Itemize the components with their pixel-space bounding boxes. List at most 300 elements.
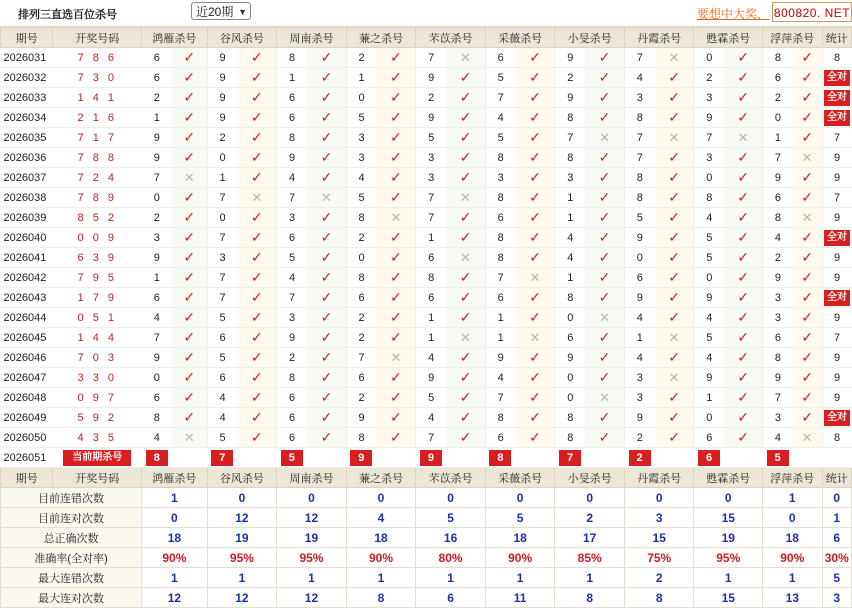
result-mark-cell	[172, 428, 207, 448]
check-icon: ✓	[459, 269, 472, 285]
check-icon: ✓	[598, 209, 611, 225]
column-header: 丹霞杀号	[624, 28, 694, 48]
kill-number-cell: 9	[207, 88, 237, 108]
stat-cell: 9	[822, 168, 852, 188]
kill-number-cell: 8	[416, 268, 446, 288]
table-row	[1, 68, 852, 88]
result-mark-cell	[307, 428, 346, 448]
check-icon: ✓	[459, 369, 472, 385]
result-mark-cell	[376, 108, 415, 128]
result-mark-cell	[724, 288, 762, 308]
result-mark-cell	[376, 428, 415, 448]
result-mark-cell	[793, 148, 822, 168]
check-icon: ✓	[183, 149, 196, 165]
cross-icon: ✕	[459, 49, 471, 65]
kill-number-cell: 9	[694, 108, 724, 128]
result-mark-cell	[307, 388, 346, 408]
result-mark-cell	[793, 168, 822, 188]
result-mark-cell	[724, 428, 762, 448]
result-mark-cell	[446, 368, 485, 388]
result-mark-cell	[307, 208, 346, 228]
summary-value: 15	[624, 528, 694, 548]
kill-number-cell: 0	[763, 108, 793, 128]
check-icon: ✓	[320, 349, 333, 365]
result-mark-cell	[585, 368, 624, 388]
check-icon: ✓	[459, 349, 472, 365]
check-icon: ✓	[801, 389, 813, 405]
table-row	[1, 148, 852, 168]
summary-value: 16	[416, 528, 486, 548]
check-icon: ✓	[529, 169, 541, 185]
current-kill-cell	[694, 448, 724, 468]
result-mark-cell	[307, 368, 346, 388]
result-mark-cell	[237, 428, 276, 448]
current-kill-cell	[142, 448, 172, 468]
current-kill-number: 7	[559, 450, 581, 466]
result-mark-cell	[376, 288, 415, 308]
current-kill-cell	[763, 448, 793, 468]
check-icon: ✓	[737, 229, 749, 245]
table-row	[1, 128, 852, 148]
check-icon: ✓	[737, 169, 749, 185]
check-icon: ✓	[529, 289, 541, 305]
result-mark-cell	[172, 408, 207, 428]
check-icon: ✓	[320, 269, 333, 285]
period-cell: 2026037	[1, 168, 53, 188]
result-mark-cell	[172, 348, 207, 368]
kill-number-cell: 0	[555, 368, 585, 388]
result-mark-cell	[516, 108, 555, 128]
promo-link[interactable]: 要想中大奖，	[697, 7, 770, 21]
current-kill-number: 9	[420, 450, 442, 466]
kill-number-cell: 0	[142, 188, 172, 208]
table-row	[1, 268, 852, 288]
check-icon: ✓	[668, 169, 680, 185]
stat-cell	[822, 288, 852, 308]
check-icon: ✓	[801, 189, 813, 205]
kill-number-cell: 3	[416, 168, 446, 188]
kill-number-cell: 7	[207, 228, 237, 248]
kill-number-cell: 4	[207, 408, 237, 428]
kill-number-cell: 9	[142, 128, 172, 148]
result-mark-cell	[655, 428, 694, 448]
kill-number-cell: 9	[207, 68, 237, 88]
kill-number-cell: 5	[694, 228, 724, 248]
result-mark-cell	[237, 268, 276, 288]
result-mark-cell	[793, 328, 822, 348]
summary-value: 3	[822, 588, 852, 608]
kill-number-cell: 4	[277, 168, 307, 188]
kill-number-cell: 5	[277, 248, 307, 268]
check-icon: ✓	[801, 229, 813, 245]
result-mark-cell	[724, 148, 762, 168]
check-icon: ✓	[250, 129, 263, 145]
kill-number-cell: 3	[142, 228, 172, 248]
cross-icon: ✕	[801, 429, 813, 445]
kill-number-cell: 8	[624, 168, 654, 188]
kill-number-cell: 8	[485, 408, 515, 428]
result-mark-cell	[446, 128, 485, 148]
check-icon: ✓	[459, 169, 472, 185]
current-kill-number: 6	[698, 450, 720, 466]
result-mark-cell	[172, 308, 207, 328]
current-kill-number: 2	[629, 450, 651, 466]
kill-number-cell: 6	[763, 68, 793, 88]
kill-number-cell: 2	[346, 308, 376, 328]
table-row	[1, 48, 852, 68]
kill-number-cell: 7	[694, 128, 724, 148]
kill-number-cell: 2	[142, 88, 172, 108]
result-mark-cell	[172, 48, 207, 68]
result-mark-cell	[446, 48, 485, 68]
check-icon: ✓	[183, 389, 196, 405]
result-mark-cell	[172, 248, 207, 268]
check-icon: ✓	[390, 309, 402, 325]
result-mark-cell	[585, 268, 624, 288]
column-header: 谷风杀号	[207, 468, 277, 488]
result-mark-cell	[793, 188, 822, 208]
current-kill-number: 7	[211, 450, 233, 466]
result-mark-cell	[446, 68, 485, 88]
kill-number-cell: 7	[485, 388, 515, 408]
check-icon: ✓	[668, 69, 680, 85]
result-mark-cell	[307, 188, 346, 208]
kill-number-cell: 8	[555, 408, 585, 428]
summary-value: 8	[346, 588, 416, 608]
check-icon: ✓	[459, 409, 472, 425]
result-mark-cell	[793, 228, 822, 248]
check-icon: ✓	[668, 189, 680, 205]
kill-number-cell: 6	[485, 48, 515, 68]
kill-number-cell: 9	[485, 348, 515, 368]
draw-number-cell: 7 2 4	[53, 168, 142, 188]
draw-number-cell: 7 8 6	[53, 48, 142, 68]
check-icon: ✓	[529, 349, 541, 365]
kill-number-cell: 3	[346, 148, 376, 168]
result-mark-cell	[585, 428, 624, 448]
check-icon: ✓	[598, 169, 611, 185]
check-icon: ✓	[598, 329, 611, 345]
check-icon: ✓	[668, 149, 680, 165]
check-icon: ✓	[459, 69, 472, 85]
result-mark-cell	[376, 48, 415, 68]
kill-number-cell: 6	[277, 108, 307, 128]
kill-number-cell: 2	[624, 428, 654, 448]
kill-number-cell: 6	[763, 328, 793, 348]
result-mark-cell	[307, 268, 346, 288]
kill-number-cell: 1	[555, 208, 585, 228]
draw-number-cell: 7 3 0	[53, 68, 142, 88]
result-mark-cell	[376, 208, 415, 228]
draw-number-cell: 8 5 2	[53, 208, 142, 228]
result-mark-cell	[793, 348, 822, 368]
kill-number-cell: 8	[763, 208, 793, 228]
kill-number-cell: 6	[277, 88, 307, 108]
period-cell: 2026036	[1, 148, 53, 168]
result-mark-cell	[172, 88, 207, 108]
result-mark-cell	[793, 388, 822, 408]
result-mark-cell	[307, 68, 346, 88]
result-mark-cell	[585, 188, 624, 208]
check-icon: ✓	[250, 169, 263, 185]
kill-number-cell: 5	[346, 108, 376, 128]
check-icon: ✓	[183, 329, 196, 345]
result-mark-cell	[724, 168, 762, 188]
result-mark-cell	[172, 68, 207, 88]
kill-number-cell: 9	[694, 368, 724, 388]
result-mark-cell	[376, 268, 415, 288]
draw-number-cell: 3 3 0	[53, 368, 142, 388]
check-icon: ✓	[529, 109, 541, 125]
draw-number-cell: 4 3 5	[53, 428, 142, 448]
result-mark-cell	[516, 348, 555, 368]
result-mark-cell	[237, 328, 276, 348]
result-mark-cell	[376, 188, 415, 208]
summary-value: 0	[207, 488, 277, 508]
check-icon: ✓	[459, 149, 472, 165]
kill-number-cell: 7	[624, 148, 654, 168]
check-icon: ✓	[801, 249, 813, 265]
summary-value: 8	[555, 588, 625, 608]
summary-value: 1	[763, 568, 822, 588]
result-mark-cell	[172, 188, 207, 208]
kill-number-cell: 9	[763, 268, 793, 288]
stat-cell: 9	[822, 208, 852, 228]
check-icon: ✓	[390, 149, 402, 165]
check-icon: ✓	[529, 69, 541, 85]
brand-badge[interactable]: 800820. NET	[772, 2, 852, 22]
result-mark-cell	[307, 88, 346, 108]
result-mark-cell	[724, 208, 762, 228]
check-icon: ✓	[529, 149, 541, 165]
summary-value: 90%	[485, 548, 555, 568]
blank-cell	[793, 448, 822, 468]
kill-number-cell: 2	[346, 228, 376, 248]
check-icon: ✓	[250, 69, 263, 85]
range-select[interactable]	[191, 2, 251, 20]
kill-number-cell: 5	[207, 428, 237, 448]
check-icon: ✓	[183, 189, 196, 205]
column-header: 期号	[1, 28, 53, 48]
kill-number-cell: 6	[416, 248, 446, 268]
summary-value: 1	[207, 568, 277, 588]
kill-number-cell: 7	[555, 128, 585, 148]
result-mark-cell	[516, 428, 555, 448]
check-icon: ✓	[183, 49, 196, 65]
kill-number-cell: 3	[555, 168, 585, 188]
blank-cell	[446, 448, 485, 468]
result-mark-cell	[585, 148, 624, 168]
kill-number-cell: 1	[277, 68, 307, 88]
check-icon: ✓	[598, 249, 611, 265]
kill-number-cell: 5	[485, 68, 515, 88]
cross-icon: ✕	[599, 129, 610, 145]
kill-number-cell: 6	[485, 208, 515, 228]
current-period-row	[1, 448, 852, 468]
check-icon: ✓	[668, 89, 680, 105]
result-mark-cell	[376, 128, 415, 148]
kill-number-cell: 8	[485, 248, 515, 268]
kill-number-cell: 8	[694, 188, 724, 208]
kill-number-cell: 9	[416, 108, 446, 128]
period-cell: 2026035	[1, 128, 53, 148]
summary-row	[1, 548, 852, 568]
summary-value: 1	[277, 568, 347, 588]
summary-label: 目前连错次数	[1, 488, 142, 508]
cross-icon: ✕	[529, 329, 541, 345]
summary-value: 8	[624, 588, 694, 608]
kill-number-cell: 7	[763, 148, 793, 168]
kill-number-cell: 7	[624, 128, 654, 148]
kill-number-cell: 4	[624, 308, 654, 328]
kill-number-cell: 9	[624, 408, 654, 428]
check-icon: ✓	[668, 309, 680, 325]
stat-cell: 9	[822, 348, 852, 368]
result-mark-cell	[793, 248, 822, 268]
kill-number-cell: 9	[277, 328, 307, 348]
kill-number-cell: 5	[694, 328, 724, 348]
result-mark-cell	[446, 208, 485, 228]
check-icon: ✓	[250, 409, 263, 425]
result-mark-cell	[376, 388, 415, 408]
kill-number-cell: 7	[763, 388, 793, 408]
check-icon: ✓	[737, 209, 749, 225]
table-row	[1, 88, 852, 108]
summary-value: 5	[416, 508, 486, 528]
result-mark-cell	[516, 208, 555, 228]
kill-number-cell: 4	[555, 228, 585, 248]
cross-icon: ✕	[459, 329, 471, 345]
summary-value: 4	[346, 508, 416, 528]
result-mark-cell	[655, 168, 694, 188]
check-icon: ✓	[529, 369, 541, 385]
kill-number-cell: 6	[142, 48, 172, 68]
result-mark-cell	[446, 428, 485, 448]
result-mark-cell	[655, 288, 694, 308]
table-row	[1, 168, 852, 188]
check-icon: ✓	[320, 229, 333, 245]
result-mark-cell	[307, 168, 346, 188]
check-icon: ✓	[668, 349, 680, 365]
summary-value: 85%	[555, 548, 625, 568]
result-mark-cell	[172, 208, 207, 228]
result-mark-cell	[516, 48, 555, 68]
all-correct-badge: 全对	[824, 90, 850, 106]
check-icon: ✓	[668, 249, 680, 265]
kill-number-cell: 6	[207, 328, 237, 348]
kill-number-cell: 3	[694, 148, 724, 168]
result-mark-cell	[376, 68, 415, 88]
kill-number-cell: 8	[555, 288, 585, 308]
result-mark-cell	[585, 108, 624, 128]
check-icon: ✓	[250, 269, 263, 285]
result-mark-cell	[585, 168, 624, 188]
result-mark-cell	[724, 308, 762, 328]
kill-number-cell: 8	[485, 228, 515, 248]
column-header: 蒹之杀号	[346, 28, 416, 48]
result-mark-cell	[446, 148, 485, 168]
kill-number-cell: 4	[416, 348, 446, 368]
check-icon: ✓	[320, 49, 333, 65]
current-kill-number: 5	[767, 450, 789, 466]
check-icon: ✓	[459, 429, 472, 445]
draw-number-cell: 7 8 8	[53, 148, 142, 168]
kill-number-cell: 1	[416, 228, 446, 248]
cross-icon: ✕	[251, 189, 263, 205]
kill-number-cell: 9	[416, 368, 446, 388]
summary-value: 18	[142, 528, 208, 548]
result-mark-cell	[516, 88, 555, 108]
check-icon: ✓	[250, 249, 263, 265]
result-mark-cell	[376, 328, 415, 348]
period-cell: 2026039	[1, 208, 53, 228]
result-mark-cell	[516, 248, 555, 268]
result-mark-cell	[655, 248, 694, 268]
result-mark-cell	[585, 208, 624, 228]
stat-cell: 7	[822, 328, 852, 348]
result-mark-cell	[724, 268, 762, 288]
result-mark-cell	[793, 268, 822, 288]
summary-value: 0	[624, 488, 694, 508]
result-mark-cell	[655, 48, 694, 68]
column-header: 甦霖杀号	[694, 468, 763, 488]
column-header: 期号	[1, 468, 53, 488]
check-icon: ✓	[320, 329, 333, 345]
check-icon: ✓	[183, 269, 196, 285]
check-icon: ✓	[390, 69, 402, 85]
result-mark-cell	[724, 48, 762, 68]
result-mark-cell	[237, 68, 276, 88]
check-icon: ✓	[183, 349, 196, 365]
kill-number-cell: 3	[485, 168, 515, 188]
kill-number-cell: 9	[416, 68, 446, 88]
check-icon: ✓	[320, 369, 333, 385]
kill-number-cell: 5	[416, 128, 446, 148]
check-icon: ✓	[250, 349, 263, 365]
draw-number-cell: 5 9 2	[53, 408, 142, 428]
stat-cell: 7	[822, 188, 852, 208]
check-icon: ✓	[183, 409, 196, 425]
check-icon: ✓	[668, 269, 680, 285]
summary-value: 1	[822, 508, 852, 528]
summary-value: 0	[822, 488, 852, 508]
kill-number-cell: 4	[555, 248, 585, 268]
summary-label: 总正确次数	[1, 528, 142, 548]
all-correct-badge: 全对	[824, 110, 850, 126]
check-icon: ✓	[529, 89, 541, 105]
result-mark-cell	[237, 248, 276, 268]
check-icon: ✓	[183, 69, 196, 85]
summary-value: 0	[416, 488, 486, 508]
result-mark-cell	[585, 308, 624, 328]
check-icon: ✓	[390, 429, 402, 445]
check-icon: ✓	[801, 129, 813, 145]
kill-number-cell: 2	[763, 248, 793, 268]
check-icon: ✓	[529, 209, 541, 225]
period-cell: 2026042	[1, 268, 53, 288]
column-header: 统计	[822, 28, 852, 48]
result-mark-cell	[237, 128, 276, 148]
period-cell: 2026051	[1, 448, 53, 468]
result-mark-cell	[237, 348, 276, 368]
check-icon: ✓	[801, 369, 813, 385]
check-icon: ✓	[737, 149, 749, 165]
column-header: 浮萍杀号	[763, 28, 822, 48]
kill-number-cell: 8	[763, 348, 793, 368]
result-mark-cell	[793, 108, 822, 128]
blank-cell	[307, 448, 346, 468]
kill-number-cell: 4	[207, 388, 237, 408]
